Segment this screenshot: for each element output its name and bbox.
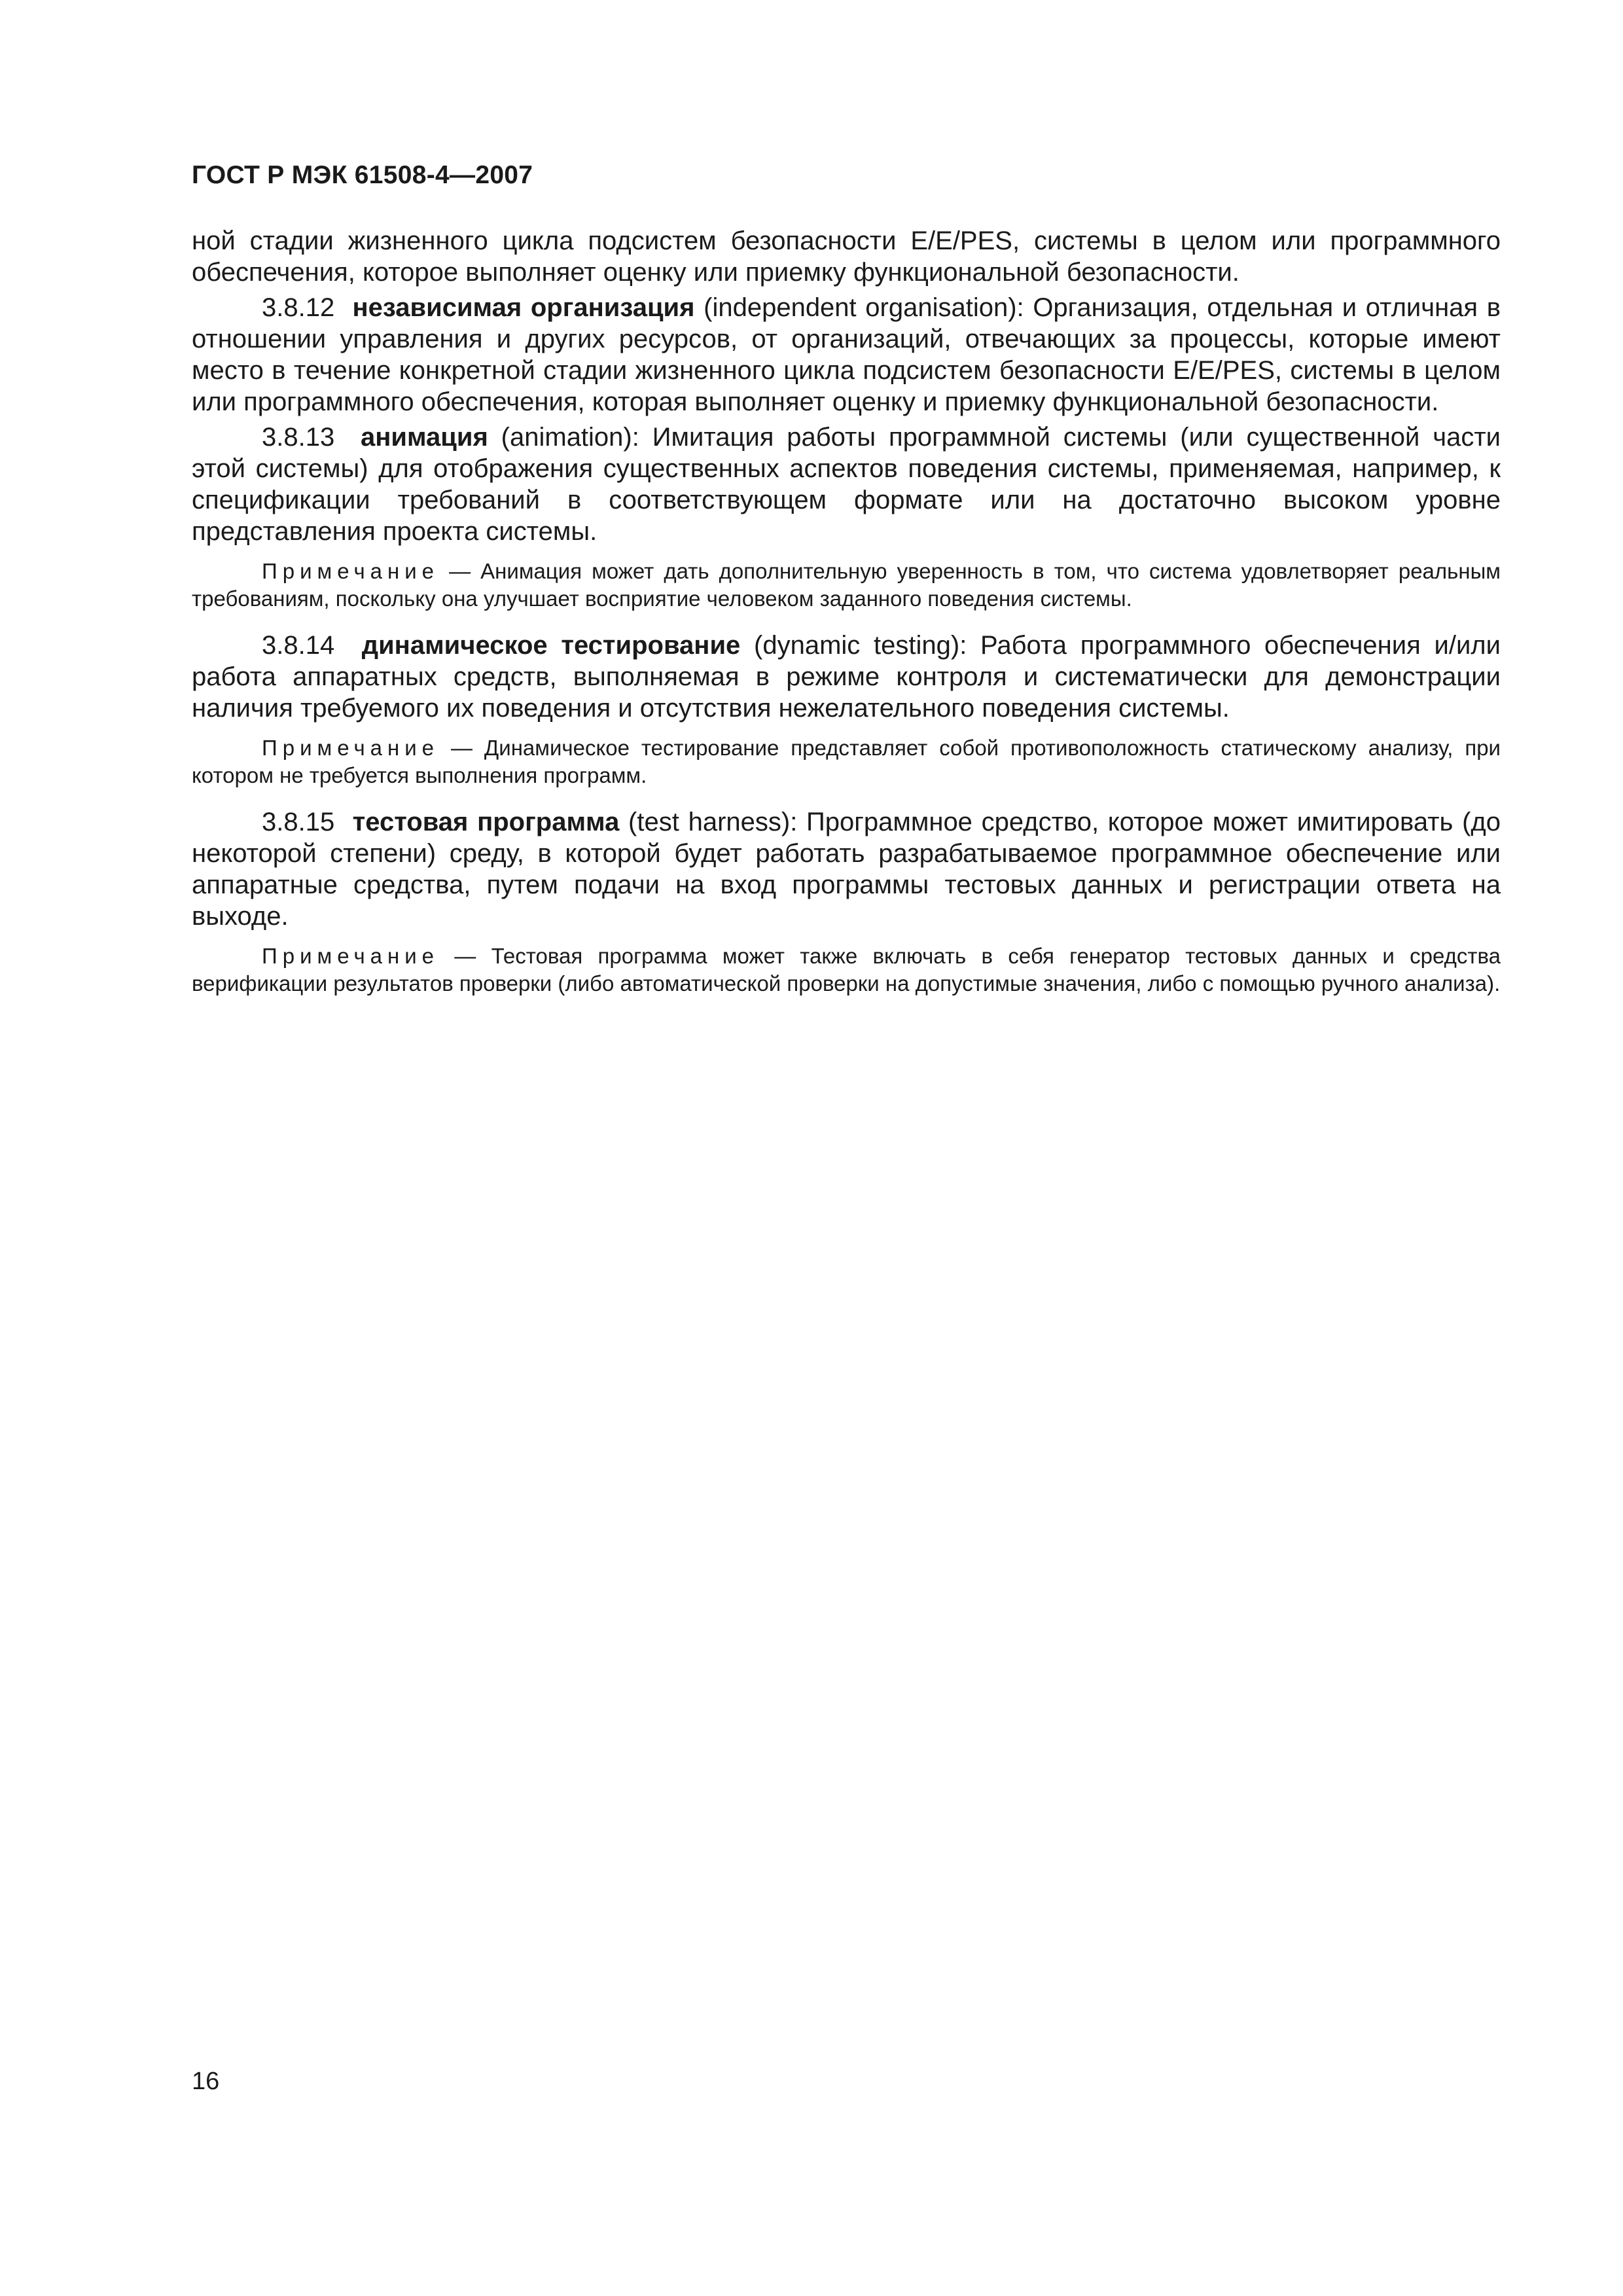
- definition-text: (test harness): Программное средство, которое может имитировать (до некоторой степени) среду, в которой будет работать разрабатываемое программное обеспечение или аппаратные средства, путем подачи на вход программы тестовых данных и регистрации ответа на выходе.: [192, 807, 1501, 931]
- definition-number: 3.8.12: [262, 293, 335, 322]
- definition-3-8-12: [192, 292, 1501, 418]
- continuation-paragraph: ной стадии жизненного цикла подсистем безопасности E/E/PES, системы в целом или программного обеспечения, которое выполняет оценку или приемку функциональной безопасности.: [192, 226, 1501, 287]
- note-3-8-13: [192, 558, 1501, 613]
- note-text: — Анимация может дать дополнительную уверенность в том, что система удовлетворяет реальным требованиям, поскольку она улучшает восприятие человеком заданного поведения системы.: [192, 558, 1501, 611]
- note-3-8-15: [192, 942, 1501, 997]
- definition-3-8-13: [192, 422, 1501, 547]
- definition-text: (dynamic testing): Работа программного обеспечения и/или работа аппаратных средств, выполняемая в режиме контроля и систематически для демонстрации наличия требуемого их поведения и отсутствия нежелательного поведения системы.: [192, 630, 1501, 723]
- definition-term: анимация: [360, 422, 488, 452]
- definition-number: 3.8.14: [262, 630, 335, 660]
- definition-text: (animation): Имитация работы программной системы (или существенной части этой системы) для отображения существенных аспектов поведения системы, применяемая, например, к спецификации требований в соответствующем формате или на достаточно высоком уровне представления проекта системы.: [192, 422, 1501, 546]
- note-label: Примечание: [262, 735, 440, 760]
- document-page: [192, 160, 1501, 1014]
- definition-3-8-15: [192, 806, 1501, 932]
- definition-number: 3.8.15: [262, 807, 335, 836]
- definition-term: тестовая программа: [352, 807, 620, 836]
- definition-number: 3.8.13: [262, 422, 335, 452]
- definition-3-8-14: [192, 630, 1501, 724]
- page-number: 16: [192, 2068, 220, 2095]
- note-3-8-14: [192, 734, 1501, 789]
- definition-text: (independent organisation): Организация, отдельная и отличная в отношении управления и других ресурсов, от организаций, отвечающих за процессы, которые имеют место в течение конкретной стадии жизненного цикла подсистем безопасности E/E/PES, системы в целом или программного обеспечения, которая выполняет оценку и приемку функциональной безопасности.: [192, 293, 1501, 416]
- document-header-title: ГОСТ Р МЭК 61508-4—2007: [192, 161, 533, 189]
- note-label: Примечание: [262, 558, 440, 583]
- definition-term: динамическое тестирование: [361, 630, 741, 660]
- note-label: Примечание: [262, 943, 440, 968]
- note-text: — Тестовая программа может также включать в себя генератор тестовых данных и средства верификации результатов проверки (либо автоматической проверки на допустимые значения, либо с помощью ручного анализа).: [192, 943, 1501, 996]
- note-text: — Динамическое тестирование представляет собой противоположность статическому анализу, при котором не требуется выполнения программ.: [192, 735, 1501, 787]
- definition-term: независимая организация: [352, 293, 695, 322]
